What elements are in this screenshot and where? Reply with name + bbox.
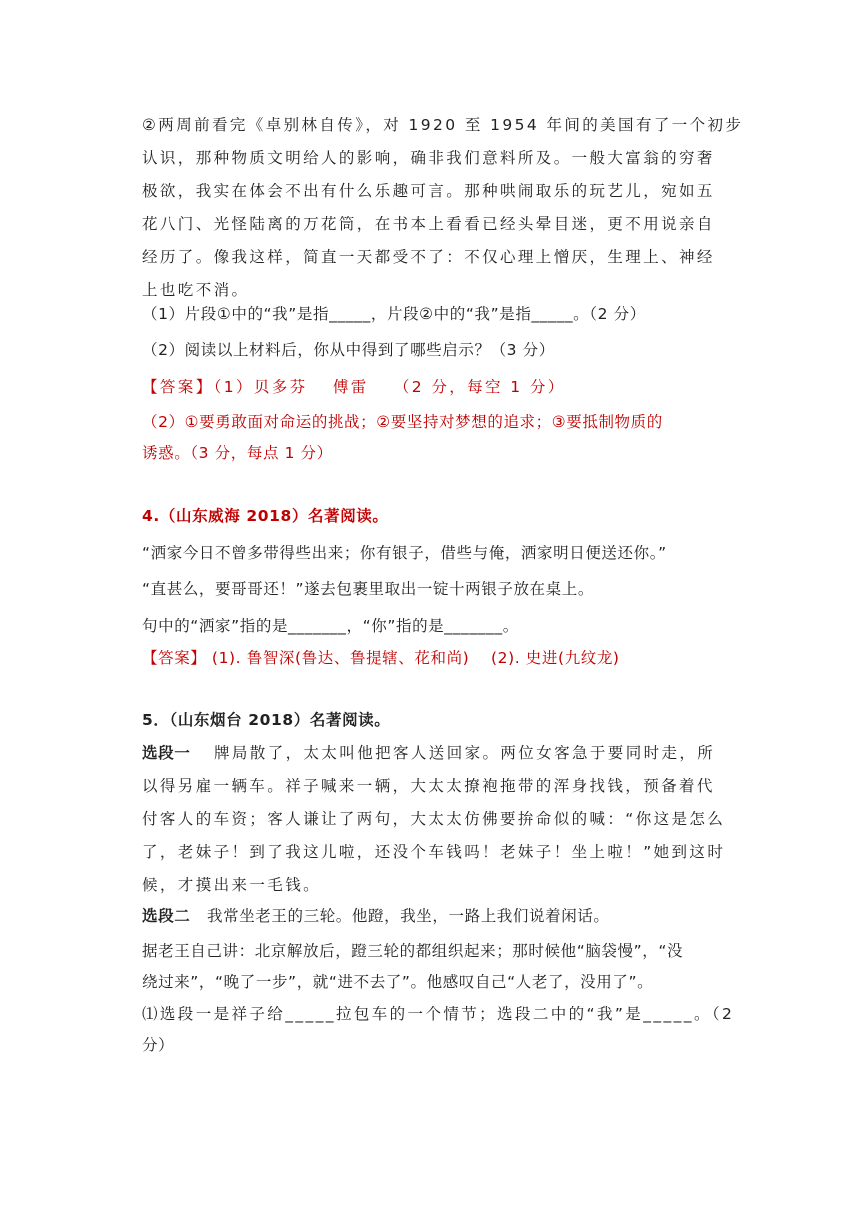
text-line: 我常坐老王的三轮。他蹬，我坐，一路上我们说着闲话。: [207, 907, 610, 925]
section-heading-5: 5．（山东烟台 2018）名著阅读。: [142, 711, 391, 729]
section-heading-4: 4.（山东威海 2018）名著阅读。: [142, 507, 389, 525]
text-line: 极欲，我实在体会不出有什么乐趣可言。那种哄闹取乐的玩艺儿，宛如五: [142, 182, 715, 200]
text-line: “洒家今日不曾多带得些出来；你有银子，借些与俺，洒家明日便送还你。”: [142, 544, 667, 562]
text-line: 牌局散了，太太叫他把客人送回家。两位女客急于要同时走，所: [214, 744, 716, 762]
text-line: 付客人的车资；客人谦让了两句，大太太仿佛要拚命似的喊：“你这是怎么: [142, 810, 726, 828]
text-line: 据老王自己讲：北京解放后，蹬三轮的都组织起来；那时候他“脑袋慢”，“没: [142, 942, 684, 960]
text-line: 候，才摸出来一毛钱。: [142, 876, 322, 894]
text-line: 绕过来”，“晚了一步”，就“进不去了”。他感叹自己“人老了，没用了”。: [142, 973, 654, 991]
text-line: 认识，那种物质文明给人的影响，确非我们意料所及。一般大富翁的穷奢: [142, 149, 715, 167]
question-line: ⑴选段一是祥子给_____拉包车的一个情节；选段二中的“我”是_____。（2: [142, 1005, 735, 1023]
text-line: ②两周前看完《卓别林自传》，对 1920 至 1954 年间的美国有了一个初步: [142, 116, 744, 134]
question-1: （1）片段①中的“我”是指_____，片段②中的“我”是指_____。（2 分）: [142, 305, 646, 323]
text-line: 经历了。像我这样，简直一天都受不了：不仅心理上憎厌，生理上、神经: [142, 248, 715, 266]
passage-label: 选段一: [142, 744, 191, 762]
answer-line: （2）①要勇敢面对命运的挑战；②要坚持对梦想的追求；③要抵制物质的: [142, 413, 663, 431]
text-line: 花八门、光怪陆离的万花筒，在书本上看看已经头晕目迷，更不用说亲自: [142, 215, 715, 233]
text-line: “直甚么，要哥哥还！”遂去包裹里取出一锭十两银子放在桌上。: [142, 580, 594, 598]
answer-line: 【答案】（1）贝多芬 傅雷 （2 分，每空 1 分）: [142, 378, 566, 396]
text-line: 以得另雇一辆车。祥子喊来一辆，大太太撩袍拖带的浑身找钱，预备着代: [142, 777, 715, 795]
text-line: 上也吃不消。: [142, 281, 250, 299]
question-2: （2）阅读以上材料后，你从中得到了哪些启示？（3 分）: [142, 341, 555, 359]
passage-label: 选段二: [142, 907, 191, 925]
question-line: 句中的“洒家”指的是_______，“你”指的是_______。: [142, 617, 519, 635]
question-line: 分）: [142, 1036, 175, 1054]
answer-line: 【答案】 (1). 鲁智深(鲁达、鲁提辖、花和尚) (2). 史进(九纹龙): [142, 649, 620, 667]
answer-line: 诱惑。（3 分，每点 1 分）: [142, 444, 333, 462]
text-line: 了，老妹子！到了我这儿啦，还没个车钱吗！老妹子！坐上啦！”她到这时: [142, 843, 726, 861]
